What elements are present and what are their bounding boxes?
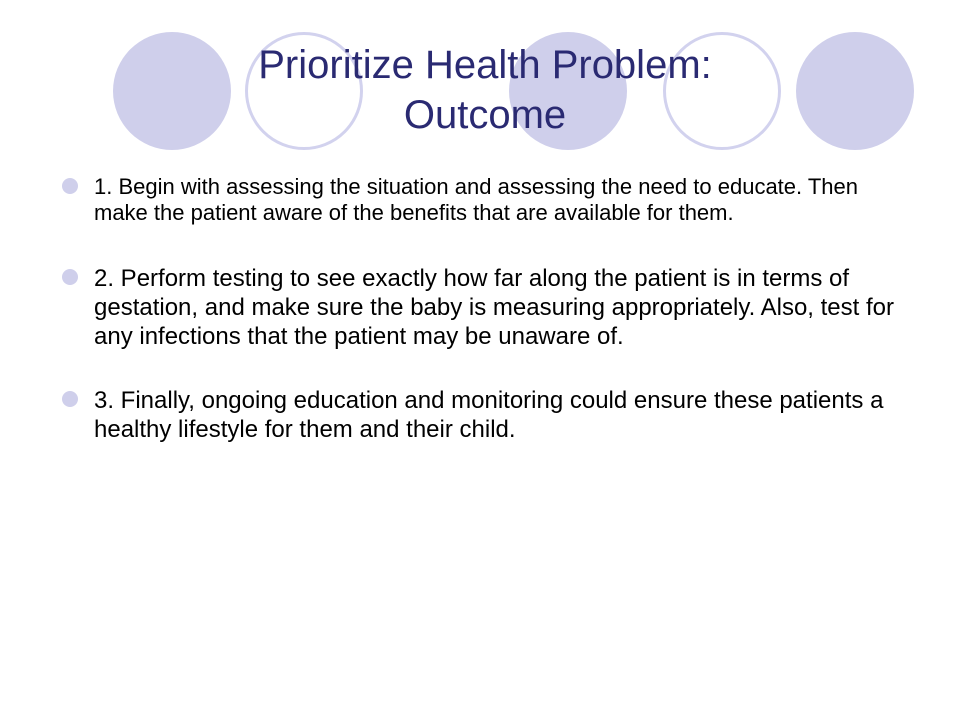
slide-title: [160, 40, 810, 140]
slide-title-line-1: Prioritize Health Problem:: [258, 43, 712, 87]
decorative-circle-filled: [796, 32, 914, 150]
bullet-text: 3. Finally, ongoing education and monitoring could ensure these patients a healthy lifestyle for them and their child.: [94, 387, 884, 443]
bullet-list: [60, 174, 910, 444]
bullet-dot-icon: [62, 178, 78, 194]
bullet-dot-icon: [62, 269, 78, 285]
bullet-dot-icon: [62, 391, 78, 407]
bullet-text: 1. Begin with assessing the situation and assessing the need to educate. Then make the patient aware of the benefits that are available for them.: [94, 174, 858, 225]
bullet-item: [60, 174, 910, 226]
slide-title-line-2: Outcome: [403, 93, 567, 137]
bullet-text: 2. Perform testing to see exactly how far along the patient is in terms of gestation, and make sure the baby is measuring appropriately. Also, test for any infections that the patient may be unaware of.: [94, 265, 894, 350]
bullet-item: [60, 386, 910, 444]
bullet-item: [60, 264, 910, 351]
